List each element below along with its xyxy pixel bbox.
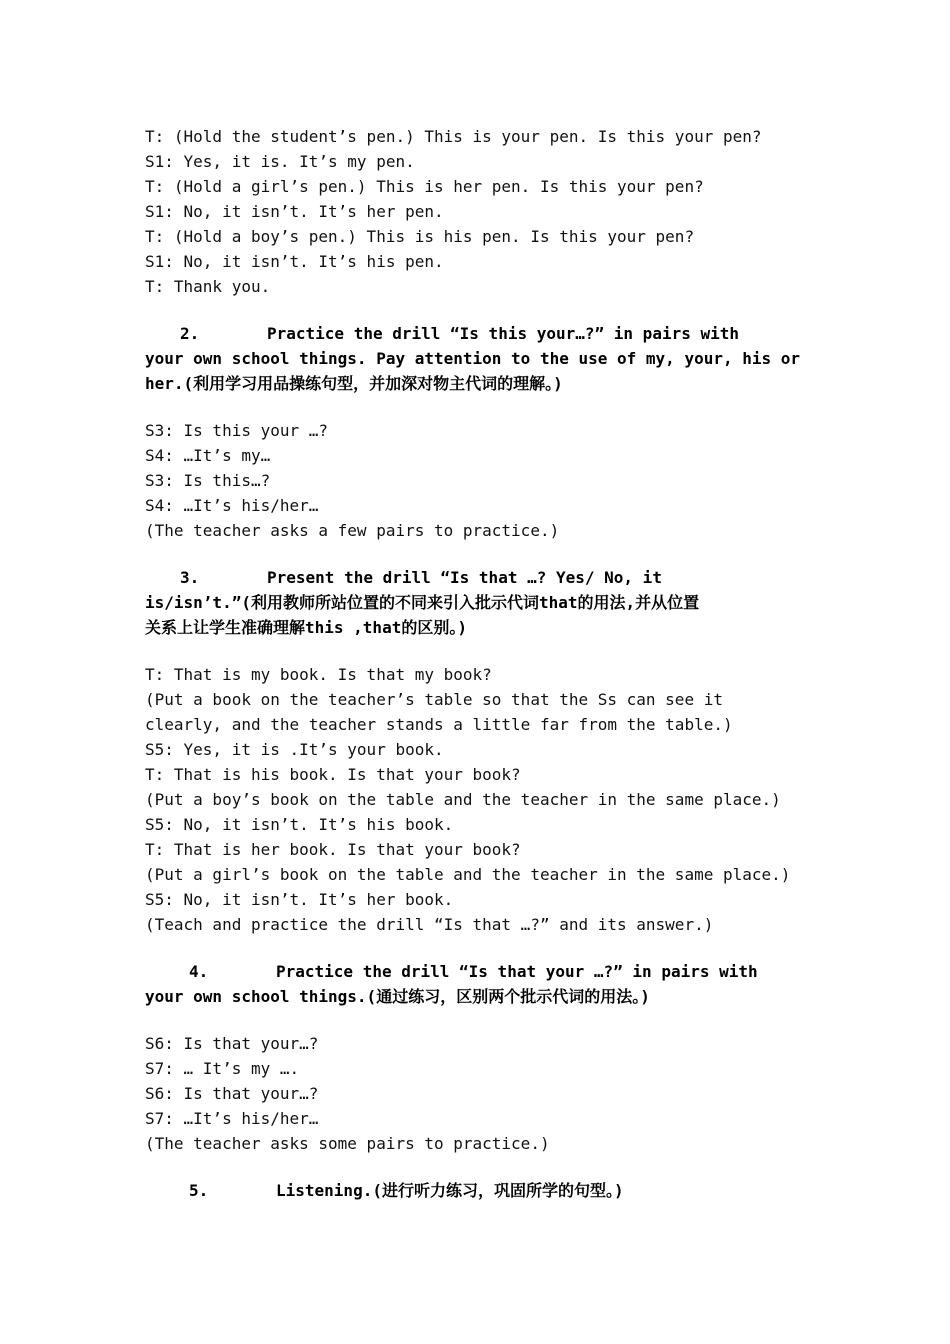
dialogue-line: T: (Hold a girl’s pen.) This is her pen. Is this your pen?	[145, 177, 704, 196]
dialogue-line: clearly, and the teacher stands a little far from the table.)	[145, 715, 733, 734]
dialogue-line: T: That is my book. Is that my book?	[145, 665, 492, 684]
dialogue-line: T: That is her book. Is that your book?	[145, 840, 521, 859]
item-heading: her.(利用学习用品操练句型，并加深对物主代词的理解。)	[145, 374, 563, 393]
item-heading: Practice the drill “Is that your …?” in pairs with	[276, 962, 758, 981]
dialogue-line: (Put a girl’s book on the table and the teacher in the same place.)	[145, 865, 791, 884]
dialogue-line: S5: No, it isn’t. It’s her book.	[145, 890, 454, 909]
dialogue-line: (Teach and practice the drill “Is that …?” and its answer.)	[145, 915, 714, 934]
dialogue-line: S5: Yes, it is .It’s your book.	[145, 740, 444, 759]
item-number: 5.	[189, 1181, 209, 1200]
item-heading: your own school things. Pay attention to the use of my, your, his or	[145, 349, 801, 368]
item-heading: Listening.(进行听力练习，巩固所学的句型。)	[276, 1181, 624, 1200]
item-number: 3.	[180, 568, 200, 587]
dialogue-line: S6: Is that your…?	[145, 1084, 319, 1103]
dialogue-line: S6: Is that your…?	[145, 1034, 319, 1053]
dialogue-line: T: (Hold a boy’s pen.) This is his pen. Is this your pen?	[145, 227, 695, 246]
dialogue-line: S5: No, it isn’t. It’s his book.	[145, 815, 454, 834]
dialogue-line: S1: No, it isn’t. It’s her pen.	[145, 202, 444, 221]
dialogue-line: (Put a boy’s book on the table and the teacher in the same place.)	[145, 790, 781, 809]
item-heading: Practice the drill “Is this your…?” in pairs with	[267, 324, 740, 343]
dialogue-line: S1: Yes, it is. It’s my pen.	[145, 152, 415, 171]
item-heading: your own school things.(通过练习，区别两个批示代词的用法。)	[145, 987, 650, 1006]
dialogue-line: S3: Is this your …?	[145, 421, 329, 440]
dialogue-line: T: Thank you.	[145, 277, 271, 296]
dialogue-line: S7: … It’s my ….	[145, 1059, 300, 1078]
dialogue-line: (Put a book on the teacher’s table so that the Ss can see it	[145, 690, 723, 709]
item-heading: is/isn’t.”(利用教师所站位置的不同来引入批示代词that的用法,并从位置	[145, 593, 700, 612]
dialogue-line: S3: Is this…?	[145, 471, 271, 490]
item-heading: Present the drill “Is that …? Yes/ No, it	[267, 568, 662, 587]
dialogue-line: T: That is his book. Is that your book?	[145, 765, 521, 784]
dialogue-line: T: (Hold the student’s pen.) This is your pen. Is this your pen?	[145, 127, 762, 146]
dialogue-line: (The teacher asks a few pairs to practice.)	[145, 521, 560, 540]
dialogue-line: S7: …It’s his/her…	[145, 1109, 319, 1128]
item-heading: 关系上让学生准确理解this ,that的区别。)	[145, 618, 467, 637]
dialogue-line: S4: …It’s my…	[145, 446, 271, 465]
item-number: 2.	[180, 324, 200, 343]
dialogue-line: S1: No, it isn’t. It’s his pen.	[145, 252, 444, 271]
dialogue-line: (The teacher asks some pairs to practice.)	[145, 1134, 550, 1153]
item-number: 4.	[189, 962, 209, 981]
dialogue-line: S4: …It’s his/her…	[145, 496, 319, 515]
